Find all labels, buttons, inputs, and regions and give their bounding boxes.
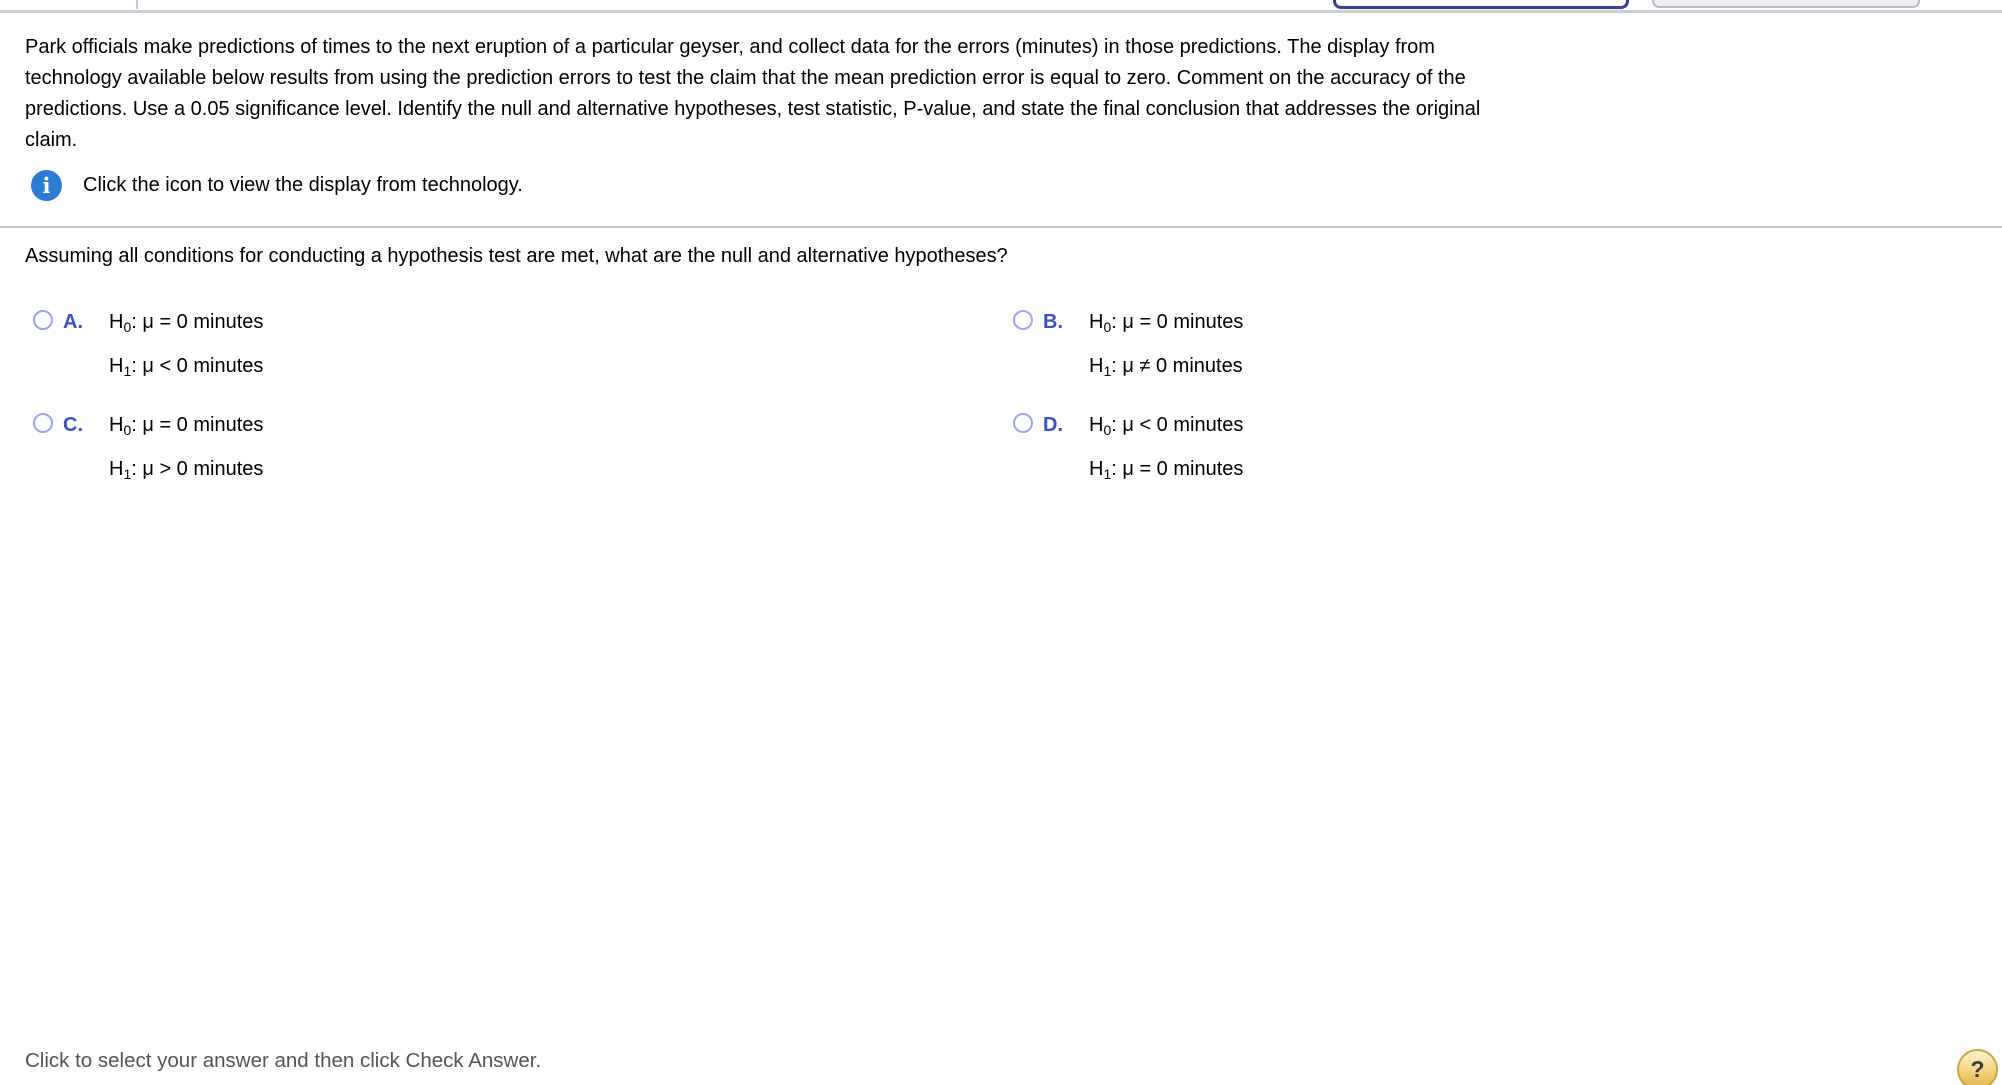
option-letter-c: C. — [63, 414, 83, 436]
problem-line: predictions. Use a 0.05 significance level. Identify the null and alternative hypotheses, test statistic, P-value, and state the final conclusion that addresses the original — [25, 98, 1481, 120]
top-toolbar-button-secondary[interactable] — [1652, 0, 1920, 8]
hypothesis-expression: : μ > 0 minutes — [131, 457, 264, 480]
radio-option-d[interactable] — [1013, 413, 1033, 433]
footer-instruction-text: Click to select your answer and then click Check Answer. — [25, 1049, 542, 1072]
problem-statement — [25, 32, 1480, 156]
h-label: H — [1089, 413, 1104, 436]
null-hypothesis: H $_0$ : μ = 0 minutes — [109, 310, 264, 335]
hypothesis-expression: : μ = 0 minutes — [131, 310, 264, 333]
header-divider — [0, 10, 2002, 13]
answer-option-b[interactable] — [1013, 300, 1243, 388]
top-toolbar-button-primary[interactable] — [1333, 0, 1629, 9]
section-divider — [0, 226, 2002, 228]
option-letter-d: D. — [1043, 414, 1063, 436]
alternative-hypothesis: H $_1$ : μ < 0 minutes — [109, 354, 264, 379]
radio-option-a[interactable] — [33, 310, 53, 330]
problem-line: Park officials make predictions of times to the next eruption of a particular geyser, and collect data for the errors (minutes) in those predictions. The display from — [25, 36, 1435, 58]
h-label: H — [109, 457, 124, 480]
problem-line: technology available below results from using the prediction errors to test the claim that the mean prediction error is equal to zero. Comment on the accuracy of the — [25, 67, 1466, 89]
answer-option-c[interactable] — [33, 403, 263, 491]
alternative-hypothesis: H $_1$ : μ = 0 minutes — [1089, 457, 1244, 482]
hypotheses-c — [109, 403, 263, 491]
toolbar-tick-divider — [136, 0, 138, 9]
h-label: H — [1089, 354, 1104, 377]
alternative-hypothesis: H $_1$ : μ ≠ 0 minutes — [1089, 354, 1243, 379]
option-letter-b: B. — [1043, 311, 1063, 333]
h-label: H — [109, 310, 124, 333]
hypothesis-expression: : μ < 0 minutes — [1111, 413, 1244, 436]
h-label: H — [1089, 457, 1104, 480]
h-label: H — [1089, 310, 1104, 333]
technology-display-row — [31, 169, 523, 201]
radio-option-c[interactable] — [33, 413, 53, 433]
answer-option-a[interactable] — [33, 300, 263, 388]
info-icon[interactable] — [31, 170, 62, 201]
hypotheses-a — [109, 300, 263, 388]
sub-question-text: Assuming all conditions for conducting a hypothesis test are met, what are the null and alternative hypotheses? — [25, 245, 1008, 267]
hypothesis-expression: : μ = 0 minutes — [1111, 310, 1244, 333]
null-hypothesis: H $_0$ : μ = 0 minutes — [109, 413, 264, 438]
hypothesis-expression: : μ < 0 minutes — [131, 354, 264, 377]
hypotheses-b — [1089, 300, 1243, 388]
info-icon-glyph: i — [42, 172, 51, 198]
info-instruction-text: Click the icon to view the display from technology. — [83, 173, 523, 196]
null-hypothesis: H $_0$ : μ < 0 minutes — [1089, 413, 1244, 438]
h-label: H — [109, 354, 124, 377]
answer-option-d[interactable] — [1013, 403, 1243, 491]
question-mark-icon: ? — [1970, 1056, 1985, 1082]
radio-option-b[interactable] — [1013, 310, 1033, 330]
hypothesis-expression: : μ = 0 minutes — [131, 413, 264, 436]
problem-line: claim. — [25, 129, 78, 151]
h-label: H — [109, 413, 124, 436]
help-button[interactable] — [1957, 1049, 1998, 1085]
hypothesis-expression: : μ ≠ 0 minutes — [1111, 354, 1243, 377]
hypothesis-expression: : μ = 0 minutes — [1111, 457, 1244, 480]
option-letter-a: A. — [63, 311, 83, 333]
hypotheses-d — [1089, 403, 1243, 491]
alternative-hypothesis: H $_1$ : μ > 0 minutes — [109, 457, 264, 482]
null-hypothesis: H $_0$ : μ = 0 minutes — [1089, 310, 1244, 335]
